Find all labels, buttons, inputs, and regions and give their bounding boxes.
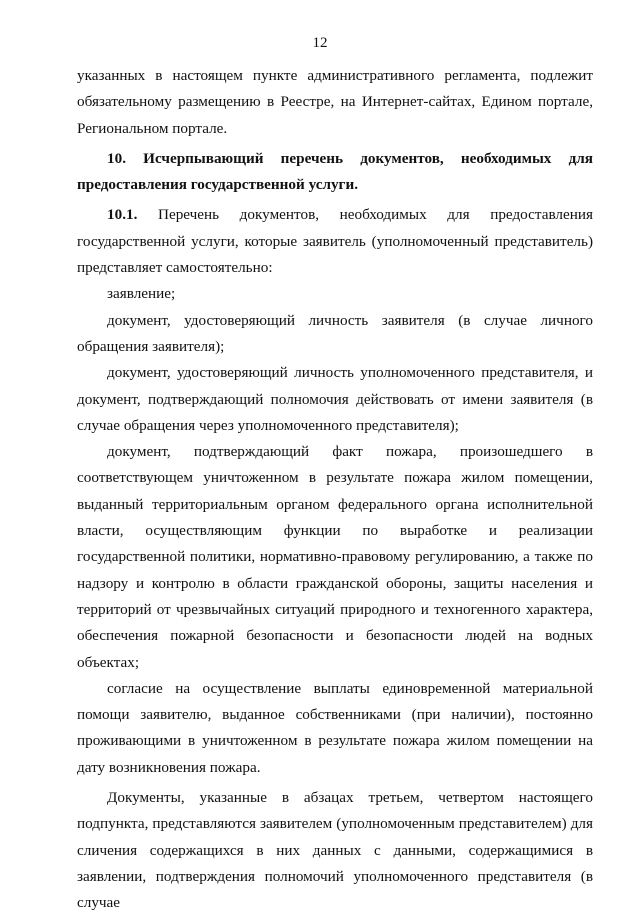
subsection-10-1 (77, 202, 593, 281)
paragraph-continuation: указанных в настоящем пункте административного регламента, подлежит обязательному размещению в Реестре, на Интернет-сайтах, Едином портале, Региональном портале. (77, 67, 593, 137)
page-number: 12 (312, 35, 328, 51)
list-item-id-applicant: документ, удостоверяющий личность заявителя (в случае личного обращения заявителя); (77, 311, 593, 355)
paragraph-documents-submitted: Документы, указанные в абзацах третьем, четвертом настоящего подпункта, представляются заявителем (уполномоченным представителем) для сличения содержащихся в них данных с данными, содержащимися в заявлении, подтверждения полномочий уполномоченного представителя (в случае (77, 789, 593, 912)
list-item-owners-consent: согласие на осуществление выплаты единовременной материальной помощи заявителю, выданное собственниками (при наличии), постоянно проживающими в уничтоженном в результате пожара жилом помещении на дату возникновения пожара. (77, 679, 593, 776)
subsection-number: 10.1. (107, 206, 138, 224)
list-item-id-representative: документ, удостоверяющий личность уполномоченного представителя, и документ, подтверждающий полномочия действовать от имени заявителя (в случае обращения через уполномоченного представителя); (77, 364, 593, 434)
list-item-statement: заявление; (107, 285, 176, 303)
section-heading-10: 10. Исчерпывающий перечень документов, необходимых для предоставления государственной услуги. (77, 149, 593, 194)
document-body (77, 63, 593, 917)
list-item-fire-confirmation: документ, подтверждающий факт пожара, произошедшего в соответствующем уничтоженном в результате пожара жилом помещении, выданный территориальным органом федерального органа исполнительной власти, осуществляющим функции по выработке и реализации государственной политики, нормативно-правовому регулированию, а также по надзору и контролю в области гражданской обороны, защиты населения и территорий от чрезвычайных ситуаций природного и техногенного характера, обеспечения пожарной безопасности и безопасности людей на водных объектах; (77, 443, 593, 671)
subsection-text: Перечень документов, необходимых для предоставления государственной услуги, которые заявитель (уполномоченный представитель) представляет самостоятельно: (77, 206, 593, 277)
